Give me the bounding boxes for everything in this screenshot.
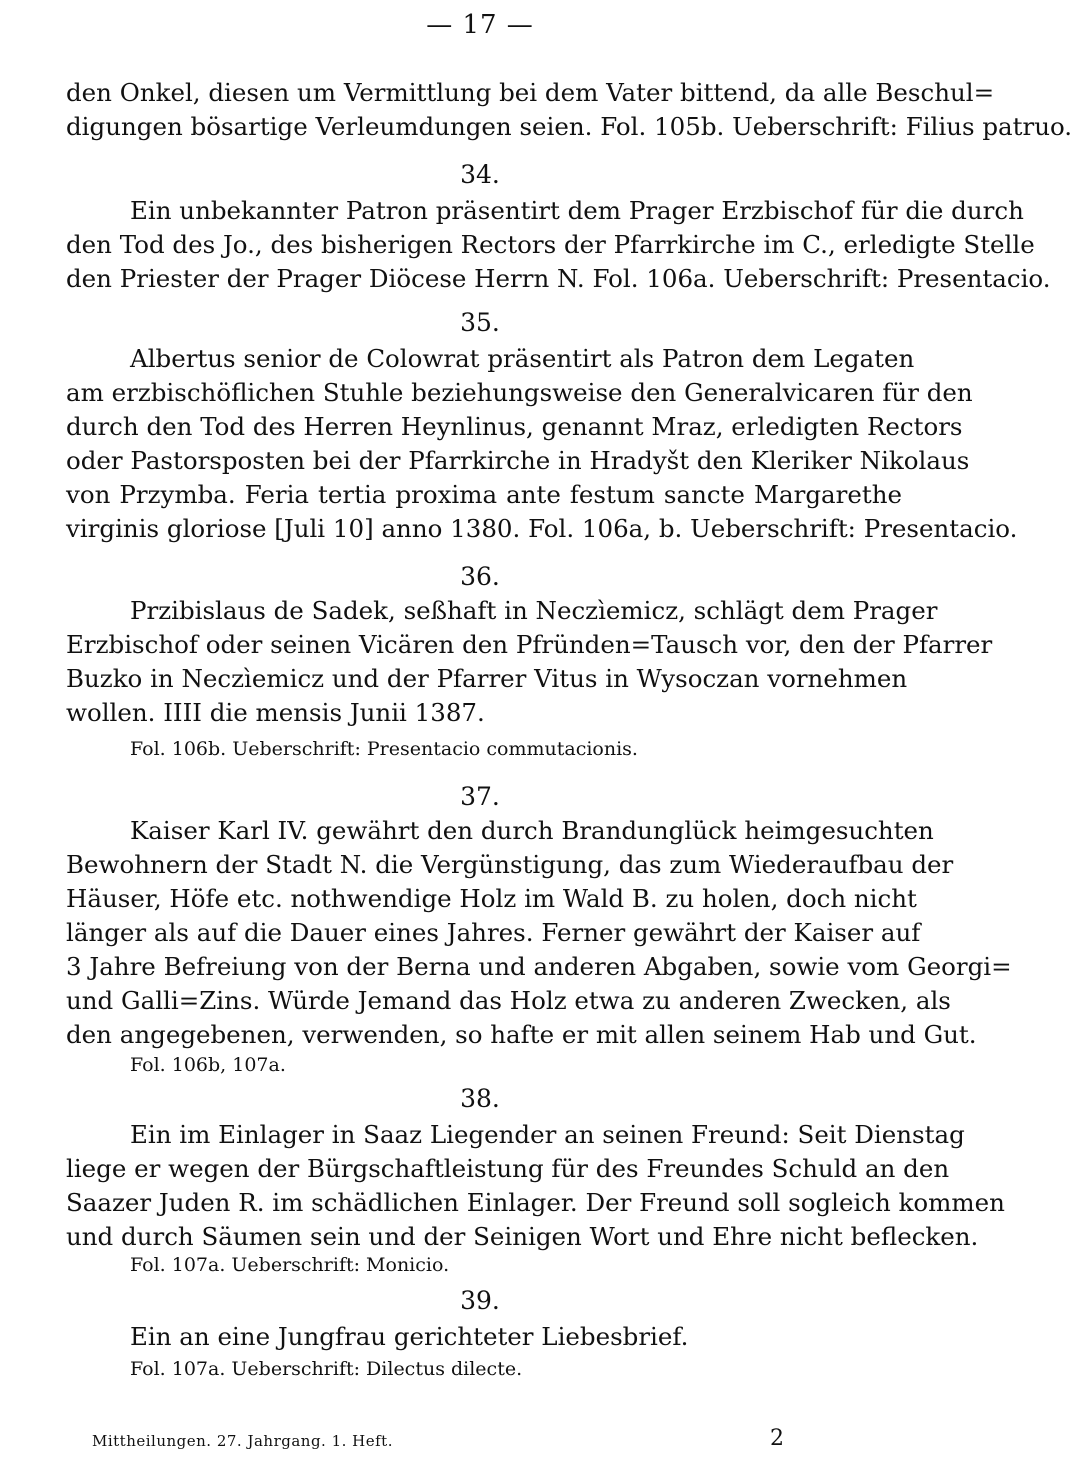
footer-signature-number: 2	[770, 1426, 784, 1451]
text-line: den Priester der Prager Diöcese Herrn N. Fol. 106a. Ueberschrift: Presentacio.	[66, 264, 1051, 293]
text-line: den Tod des Jo., des bisherigen Rectors der Pfarrkirche im C., erledigte Stelle	[66, 230, 1035, 259]
text-line: digungen bösartige Verleumdungen seien. Fol. 105b. Ueberschrift: Filius patruo.	[66, 112, 1072, 141]
intro-paragraph	[66, 76, 1072, 144]
text-line: 3 Jahre Befreiung von der Berna und anderen Abgaben, sowie vom Georgi=	[66, 952, 1012, 981]
text-line: Saazer Juden R. im schädlichen Einlager. Der Freund soll sogleich kommen	[66, 1188, 1005, 1217]
entry-number-36: 36.	[460, 562, 500, 591]
text-line: Ein unbekannter Patron präsentirt dem Prager Erzbischof für die durch	[130, 196, 1024, 225]
text-line: länger als auf die Dauer eines Jahres. Ferner gewährt der Kaiser auf	[66, 918, 921, 947]
text-line: Przibislaus de Sadek, seßhaft in Neczìemicz, schlägt dem Prager	[130, 596, 938, 625]
text-line: durch den Tod des Herren Heynlinus, genannt Mraz, erledigten Rectors	[66, 412, 963, 441]
entry-37-paragraph	[66, 814, 1012, 1052]
text-line: Buzko in Neczìemicz und der Pfarrer Vitus in Wysoczan vornehmen	[66, 664, 908, 693]
text-line: den angegebenen, verwenden, so hafte er mit allen seinem Hab und Gut.	[66, 1020, 977, 1049]
text-line: und Galli=Zins. Würde Jemand das Holz etwa zu anderen Zwecken, als	[66, 986, 951, 1015]
text-line: Ein im Einlager in Saaz Liegender an seinen Freund: Seit Dienstag	[130, 1120, 965, 1149]
page-number: — 17 —	[426, 10, 534, 40]
entry-37-reference: Fol. 106b, 107a.	[130, 1054, 286, 1076]
text-line: liege er wegen der Bürgschaftleistung für des Freundes Schuld an den	[66, 1154, 950, 1183]
entry-38-paragraph	[66, 1118, 1005, 1254]
text-line: wollen. IIII die mensis Junii 1387.	[66, 698, 485, 727]
text-line: virginis gloriose [Juli 10] anno 1380. Fol. 106a, b. Ueberschrift: Presentacio.	[66, 514, 1018, 543]
entry-34-paragraph	[66, 194, 1051, 296]
text-line: von Przymba. Feria tertia proxima ante festum sancte Margarethe	[66, 480, 902, 509]
entry-number-38: 38.	[460, 1084, 500, 1113]
entry-39-reference: Fol. 107a. Ueberschrift: Dilectus dilecte.	[130, 1358, 523, 1380]
text-line: und durch Säumen sein und der Seinigen Wort und Ehre nicht beflecken.	[66, 1222, 979, 1251]
entry-39-paragraph	[66, 1320, 902, 1354]
text-line: Bewohnern der Stadt N. die Vergünstigung, das zum Wiederaufbau der	[66, 850, 954, 879]
entry-36-paragraph	[66, 594, 993, 730]
entry-number-34: 34.	[460, 160, 500, 189]
text-line: Albertus senior de Colowrat präsentirt als Patron dem Legaten	[130, 344, 915, 373]
text-line: den Onkel, diesen um Vermittlung bei dem Vater bittend, da alle Beschul=	[66, 78, 995, 107]
entry-36-reference: Fol. 106b. Ueberschrift: Presentacio commutacionis.	[130, 738, 638, 760]
text-line: oder Pastorsposten bei der Pfarrkirche in Hradyšt den Kleriker Nikolaus	[66, 446, 970, 475]
text-line: Ein an eine Jungfrau gerichteter Liebesbrief.	[130, 1322, 689, 1351]
footer-journal-signature: Mittheilungen. 27. Jahrgang. 1. Heft.	[92, 1432, 393, 1450]
entry-38-reference: Fol. 107a. Ueberschrift: Monicio.	[130, 1254, 450, 1276]
text-line: Kaiser Karl IV. gewährt den durch Brandunglück heimgesuchten	[130, 816, 934, 845]
text-line: Erzbischof oder seinen Vicären den Pfründen=Tausch vor, den der Pfarrer	[66, 630, 993, 659]
entry-35-paragraph	[66, 342, 1018, 546]
entry-number-35: 35.	[460, 308, 500, 337]
text-line: Häuser, Höfe etc. nothwendige Holz im Wald B. zu holen, doch nicht	[66, 884, 917, 913]
text-line: am erzbischöflichen Stuhle beziehungsweise den Generalvicaren für den	[66, 378, 973, 407]
entry-number-37: 37.	[460, 782, 500, 811]
entry-number-39: 39.	[460, 1286, 500, 1315]
